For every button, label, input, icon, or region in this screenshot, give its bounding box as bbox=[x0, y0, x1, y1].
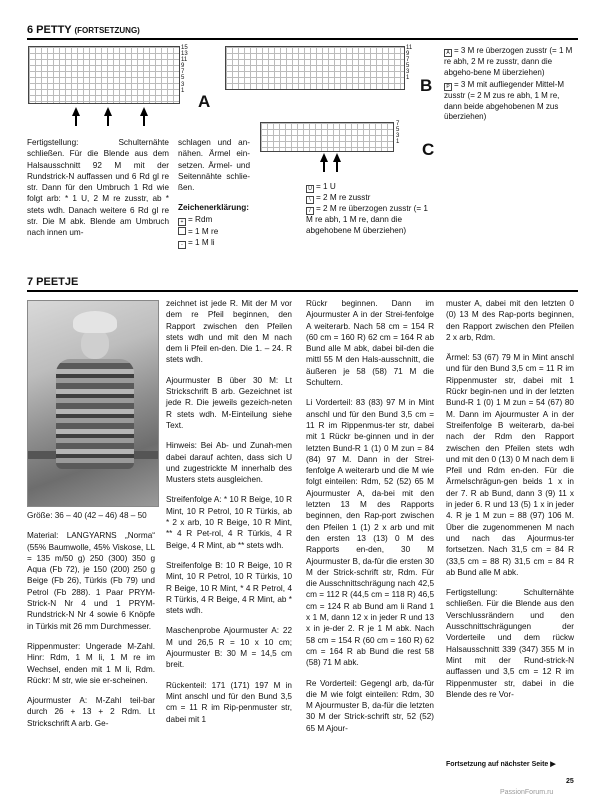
section-title-peetje bbox=[27, 276, 78, 288]
chart-c-label: C bbox=[422, 140, 435, 159]
legend-item bbox=[306, 182, 436, 193]
ajourmuster-a: Ajourmuster A: M-Zahl teil-bar durch 26 + 13 + 2 Rdm. Lt Strickschrift A arb. Ge- bbox=[27, 696, 155, 728]
knit-chart-c bbox=[260, 122, 394, 152]
legend-item bbox=[178, 237, 250, 249]
legend-mid bbox=[306, 182, 436, 236]
streifenfolge-b: Streifenfolge B: 10 R Beige, 10 R Mint, 10 R Petrol, 10 R Türkis, 10 R Beige, 10 R Mint, * 4 R Petrol, 4 R Türkis, 4 R Beige, 4 R Mint, ab * stets wdh. bbox=[166, 560, 292, 616]
model-photo bbox=[27, 300, 159, 507]
rippenmuster: Rippenmuster: Ungerade M-Zahl. Hinr: Rdm, 1 M li, 1 M re im Wechsel, enden mit 1 M li, Rdm. Rückr: M str, wie sie er-scheinen. bbox=[27, 641, 155, 685]
row-number: 1 bbox=[406, 75, 410, 82]
legend-symbol: + bbox=[178, 218, 186, 226]
legend-item bbox=[178, 226, 250, 237]
arrow-up-icon bbox=[104, 107, 112, 116]
petty-col2 bbox=[178, 137, 250, 249]
rueckenteil: Rückenteil: 171 (171) 197 M in Mint anschl und für den Bund 3,5 cm = 11 R im Rip-penmuster str, dabei mit 1 bbox=[166, 680, 292, 724]
row-number: 3 bbox=[396, 133, 400, 140]
knit-chart-b bbox=[225, 46, 405, 90]
legend-item bbox=[178, 214, 250, 226]
face bbox=[81, 329, 109, 359]
divider bbox=[27, 290, 578, 292]
row-number: 1 bbox=[396, 139, 400, 146]
chart-a-row-numbers bbox=[181, 45, 188, 94]
row-number: 9 bbox=[406, 51, 410, 58]
paragraph: schlagen und an-nähen. Ärmel ein-setzen. Ärmel- und Seitennähte schlie-ßen. bbox=[178, 138, 250, 193]
legend-symbol: P bbox=[444, 83, 452, 91]
legend-symbol: \ bbox=[306, 196, 314, 204]
legend-symbol: A bbox=[444, 49, 452, 57]
legend-text: = 1 M re bbox=[188, 226, 219, 236]
groesse: Größe: 36 – 40 (42 – 46) 48 – 50 bbox=[27, 511, 147, 520]
legend-text: = 3 M re überzogen zusstr (= 1 M re abh, 2 M re zusstr, dann die abgeho-bene M überziehen) bbox=[444, 46, 573, 77]
chart-b-label: B bbox=[420, 76, 433, 95]
column-1 bbox=[27, 510, 155, 738]
chart-c-row-numbers bbox=[396, 121, 399, 145]
legend-item bbox=[306, 204, 436, 236]
legend-item bbox=[306, 193, 436, 204]
maschenprobe: Maschenprobe Ajourmuster A: 22 M und 26,5 R = 10 x 10 cm; Ajourmuster B: 30 M = 14,5 cm breit. bbox=[166, 626, 292, 670]
paragraph: Fertigstellung: Schulternähte schließen. Für die Blende aus dem Halsausschnitt 92 M mit der Rundstrick-N auffassen und 6 Rd gl re str. Dann für den Umbruch 1 Rd wie folgt arb: * 1 U, 2 M re zusstr, ab * stets wdh. Danach weitere 6 Rd gl re str. Die M abk. Blende am Umbruch nach innen um- bbox=[27, 138, 169, 238]
legend-text: = 1 U bbox=[316, 182, 336, 191]
fertigstellung-peetje: Fertigstellung: Schulternähte schließen. Für die Blende aus den Verschlussrändern und den Ausschnittschrägungen der Vorderteile und dem rückw Halsausschnitt 339 (347) 355 M in Mint mit der Rund-strick-N auffassen und 3,5 cm = 12 R im Rippenmuster str, dabei in die Blende des re Vor- bbox=[446, 588, 574, 699]
row-number: 9 bbox=[181, 63, 185, 70]
legend-symbol: - bbox=[178, 241, 186, 249]
row-number: 11 bbox=[181, 57, 188, 64]
column-2 bbox=[166, 298, 292, 734]
legend-symbol bbox=[178, 227, 186, 235]
ajourmuster-b: Ajourmuster B über 30 M: Lt Strickschrift B arb. Gezeichnet ist jede R. Die jeweils gezeich-neten R stets wdh. M-Einteilung siehe Text. bbox=[166, 375, 292, 430]
row-number: 13 bbox=[181, 51, 188, 58]
legend-symbol: / bbox=[306, 207, 314, 215]
column-4 bbox=[446, 298, 574, 709]
chart-b-row-numbers bbox=[406, 45, 412, 82]
legend-right-item bbox=[444, 80, 574, 123]
arrow-up-icon bbox=[320, 153, 328, 162]
hat bbox=[73, 311, 117, 333]
chart-a-label: A bbox=[198, 92, 211, 111]
li-vorderteil: Li Vorderteil: 83 (83) 97 M in Mint anschl und für den Bund 3,5 cm = 11 R im Rippenmus-ter str, dabei mit 1 Rückr be-ginnen und in der letzten Bund-R 1 (1) 0 M zun = 84 (84) 97 M. Dann in der Strei-fenfolge A weiterarb und die M wie folgt einteilen: Rdm, 52 (52) 65 M Ajourmuster A, da-bei mit den letzten 13 M des Rapports beginnen, den Rap-port zwischen den Pfeilen 1 (1) 2 x arb und mit den ersten 13 (13) 0 M des Rapports en-den, 30 M Ajourmuster B, da-für die ersten 30 M der Strick-schrift str, Rdm. Für die Ausschnittschrägung nach 42,5 cm = 112 R (44,5 cm = 118 R) 46,5 cm = 124 R ab Bund am li Rand 1 x 1 M, dann 12 x in jeder R und 13 x in je-der 2. R je 1 M abk. Nach 58 cm = 154 R (60 cm = 160 R) 62 cm = 164 R ab Bund die rest 58 (58) 71 M abk. bbox=[306, 398, 434, 668]
legend-text: = 3 M mit aufliegender Mittel-M zusstr (= 2 M zus re abh, 1 M re, dann beide abgehobenen M zus überziehen) bbox=[444, 80, 565, 121]
paragraph: zeichnet ist jede R. Mit der M vor dem re Pfeil beginnen, den Rapport zwischen den Pfeilen stets wdh und mit den M nach dem li Pfeil en-den. Die 1. – 24. R stets wdh. bbox=[166, 299, 292, 365]
section-title-text: 7 PEETJE bbox=[27, 276, 79, 288]
row-number: 5 bbox=[406, 63, 410, 70]
row-number: 3 bbox=[181, 81, 185, 88]
legend-title: Zeichenerklärung: bbox=[178, 203, 249, 213]
row-number: 5 bbox=[181, 75, 185, 82]
fertigstellung-petty bbox=[27, 137, 169, 248]
legend-right-item bbox=[444, 46, 574, 78]
page-number: 25 bbox=[566, 778, 574, 785]
divider bbox=[27, 38, 578, 40]
watermark: PassionForum.ru bbox=[500, 789, 554, 796]
column-3 bbox=[306, 298, 434, 743]
knit-chart-a bbox=[28, 46, 180, 104]
row-number: 7 bbox=[406, 57, 410, 64]
legend-symbol: U bbox=[306, 185, 314, 193]
sweater bbox=[56, 359, 134, 469]
legend-text: = 1 M li bbox=[188, 238, 215, 248]
aermel: Ärmel: 53 (67) 79 M in Mint anschl und für den Bund 3,5 cm = 11 R im Rippenmuster str, dabei mit 1 Rückr begin-nen und in der letzten Bund-R 1 (0) 1 M zun = 54 (67) 80 M. Dann im Ajourmuster A in der Streifenfolge B weiterarb, da-bei nach der Rdm den Rapport zwischen den Pfeilen stets wdh und mit den 0 (13) 0 M nach dem li Pfeil und Rdm en-den. Für die Ärmelschrägun-gen beids 1 x in der 7. R ab Bund, dann 3 (9) 11 x in jeder 6. R und 13 (5) 1 x in jeder 4. R je 1 M zun = 88 (97) 106 M. Über die zugenommenen M nach und nach das Ajourmus-ter fortsetzen. Nach 31,5 cm = 84 R (33,5 cm = 88 R) 31,5 cm = 84 R ab Bund alle M abk. bbox=[446, 353, 574, 577]
row-number: 3 bbox=[406, 69, 410, 76]
legend-text: = 2 M re überzogen zusstr (= 1 M re abh, 1 M re, dann die abgehobene M überziehen) bbox=[306, 204, 428, 235]
section-subtitle: (FORTSETZUNG) bbox=[74, 26, 140, 35]
legend-right bbox=[444, 46, 574, 123]
row-number: 5 bbox=[396, 127, 400, 134]
row-number: 7 bbox=[181, 69, 185, 76]
legend-text: = Rdm bbox=[188, 214, 213, 224]
arrow-up-icon bbox=[72, 107, 80, 116]
section-title-petty bbox=[27, 24, 140, 36]
hinweis: Hinweis: Bei Ab- und Zunah-men dabei darauf achten, dass sich U und zugestrickte M innerhalb des Musters stets ausgleichen. bbox=[166, 441, 292, 485]
row-number: 15 bbox=[181, 45, 188, 51]
row-number: 11 bbox=[406, 45, 413, 51]
row-number: 7 bbox=[396, 121, 400, 127]
arrow-up-icon bbox=[333, 153, 341, 162]
legend-text: = 2 M re zusstr bbox=[316, 193, 371, 202]
continuation-link[interactable]: Fortsetzung auf nächster Seite ▶ bbox=[446, 761, 556, 768]
re-vorderteil: Re Vorderteil: Gegengl arb, da-für die M wie folgt einteilen: Rdm, 30 M Ajourmuster B, da-für die letzten 30 M der Strick-schrift str, 52 (52) 65 M Ajour- bbox=[306, 678, 434, 733]
paragraph: muster A, dabei mit den letzten 0 (0) 13 M des Rap-ports beginnen, den Rapport zwischen den Pfeilen 2 x arb, Rdm. bbox=[446, 299, 574, 342]
section-title-text: 6 PETTY bbox=[27, 24, 72, 36]
paragraph: Rückr beginnen. Dann im Ajourmuster A in der Strei-fenfolge A weiterarb. Nach 58 cm = 154 R (60 cm = 160 R) 62 cm = 164 R ab Bund alle M abk, dabei bil-den die mittl 55 M den Hals-ausschnitt, die äußeren je 58 (58) 71 M die Schultern. bbox=[306, 299, 434, 388]
material: Material: LANGYARNS „Norma“ (55% Baumwolle, 45% Viskose, LL = 135 m/50 g) 250 (300) 350 g Aqua (Fb 72), je 150 (200) 250 g Beige (Fb 26), Türkis (Fb 79) und Petrol (Fb 288). 1 Paar PRYM-Strick-N Nr 4 und 1 PRYM-Rundstrick-N Nr 4 sowie 6 Knöpfe in Türkis mit 26 mm Durchmesser. bbox=[27, 531, 155, 631]
arrow-up-icon bbox=[140, 107, 148, 116]
streifenfolge-a: Streifenfolge A: * 10 R Beige, 10 R Mint, 10 R Petrol, 10 R Türkis, ab * 2 x arb, 10 R Beige, 10 R Mint, ** 4 R Pet-rol, 4 R Türkis, 4 R Beige, 4 R Mint, ab ** stets wdh. bbox=[166, 495, 292, 550]
row-number: 1 bbox=[181, 87, 185, 94]
